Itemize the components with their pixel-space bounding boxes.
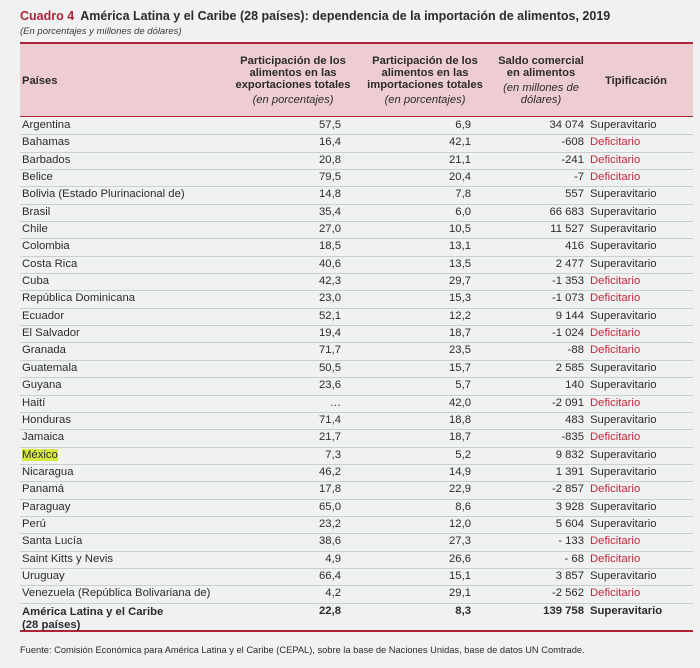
importaciones-cell: 20,4 [449, 171, 471, 184]
country-cell: Brasil [22, 205, 51, 218]
tipificacion-cell: Superavitario [590, 361, 657, 374]
header-paises [22, 44, 222, 117]
country-cell: México [22, 448, 58, 461]
importaciones-cell: 42,1 [449, 136, 471, 149]
header-importaciones-unit: (en porcentajes) [384, 94, 466, 106]
tipificacion-cell: Superavitario [590, 188, 657, 201]
saldo-cell: 483 [565, 413, 584, 426]
saldo-cell: -1 353 [551, 275, 584, 288]
exportaciones-cell: 79,5 [319, 171, 341, 184]
table-row [20, 396, 693, 413]
importaciones-cell: 14,9 [449, 465, 471, 478]
tipificacion-cell: Superavitario [590, 309, 657, 322]
table-row [20, 569, 693, 586]
country-cell: Granada [22, 344, 66, 357]
importaciones-cell: 7,8 [455, 188, 471, 201]
exportaciones-cell: 4,2 [325, 587, 341, 600]
importaciones-cell: 8,6 [455, 500, 471, 513]
importaciones-cell: 5,7 [455, 379, 471, 392]
table-row [20, 309, 693, 326]
importaciones-cell: 15,1 [449, 569, 471, 582]
exportaciones-cell: 71,7 [319, 344, 341, 357]
table-number: Cuadro 4 [20, 9, 75, 23]
country-cell: Bolivia (Estado Plurinacional de) [22, 188, 185, 201]
importaciones-cell: 29,1 [449, 587, 471, 600]
exportaciones-cell: 14,8 [319, 188, 341, 201]
exportaciones-cell: 7,3 [325, 448, 341, 461]
exportaciones-cell: 18,5 [319, 240, 341, 253]
exportaciones-cell: 27,0 [319, 223, 341, 236]
tipificacion-cell: Deficitario [590, 292, 641, 305]
saldo-cell: -1 024 [551, 327, 584, 340]
exportaciones-cell: 42,3 [319, 275, 341, 288]
tipificacion-cell: Superavitario [590, 257, 657, 270]
exportaciones-cell: 50,5 [319, 361, 341, 374]
importaciones-cell: 42,0 [449, 396, 471, 409]
tipificacion-cell: Deficitario [590, 483, 641, 496]
table-row [20, 534, 693, 551]
exportaciones-cell: 38,6 [319, 535, 341, 548]
header-importaciones [360, 44, 490, 117]
country-cell: Santa Lucía [22, 535, 83, 548]
table-row [20, 517, 693, 534]
country-cell: Venezuela (República Bolivariana de) [22, 587, 211, 600]
importaciones-cell: 15,3 [449, 292, 471, 305]
saldo-cell: 3 928 [555, 500, 584, 513]
exportaciones-cell: 52,1 [319, 309, 341, 322]
header-importaciones-label: Participación de los alimentos en las importaciones totales [367, 55, 483, 91]
importaciones-cell: 26,6 [449, 552, 471, 565]
exportaciones-cell: 17,8 [319, 483, 341, 496]
tipificacion-cell: Deficitario [590, 535, 641, 548]
tipificacion-cell: Deficitario [590, 327, 641, 340]
importaciones-cell: 18,7 [449, 431, 471, 444]
saldo-cell: 9 144 [555, 309, 584, 322]
exportaciones-cell: 71,4 [319, 413, 341, 426]
total-exportaciones: 22,8 [319, 605, 341, 617]
saldo-cell: -2 857 [551, 483, 584, 496]
table-title [20, 9, 610, 23]
importaciones-cell: 5,2 [455, 448, 471, 461]
country-cell: Cuba [22, 275, 50, 288]
saldo-cell: -2 091 [551, 396, 584, 409]
country-cell: Honduras [22, 413, 71, 426]
header-saldo-unit: (en millones de dólares) [503, 82, 579, 106]
saldo-cell: - 133 [558, 535, 584, 548]
table-row [20, 361, 693, 378]
tipificacion-cell: Deficitario [590, 344, 641, 357]
country-cell: Ecuador [22, 309, 65, 322]
exportaciones-cell: 21,7 [319, 431, 341, 444]
importaciones-cell: 10,5 [449, 223, 471, 236]
saldo-cell: -88 [567, 344, 584, 357]
country-cell: Guatemala [22, 361, 78, 374]
saldo-cell: 416 [565, 240, 584, 253]
importaciones-cell: 13,1 [449, 240, 471, 253]
tipificacion-cell: Superavitario [590, 205, 657, 218]
country-cell: Saint Kitts y Nevis [22, 552, 114, 565]
country-cell: Bahamas [22, 136, 70, 149]
tipificacion-cell: Deficitario [590, 396, 641, 409]
country-cell: Costa Rica [22, 257, 78, 270]
importaciones-cell: 15,7 [449, 361, 471, 374]
source-note: Fuente: Comisión Económica para América Latina y el Caribe (CEPAL), sobre la base de Naciones Unidas, base de datos UN Comtrade. [20, 645, 585, 655]
saldo-cell: 11 527 [550, 223, 584, 236]
tipificacion-cell: Deficitario [590, 171, 641, 184]
country-cell: Perú [22, 517, 46, 530]
country-cell: Chile [22, 223, 48, 236]
exportaciones-cell: 23,6 [319, 379, 341, 392]
total-importaciones: 8,3 [455, 605, 471, 617]
saldo-cell: -2 562 [551, 587, 584, 600]
importaciones-cell: 29,7 [449, 275, 471, 288]
country-cell: Haití [22, 396, 46, 409]
exportaciones-cell: 23,2 [319, 517, 341, 530]
tipificacion-cell: Superavitario [590, 240, 657, 253]
saldo-cell: 66 683 [549, 205, 584, 218]
exportaciones-cell: 40,6 [319, 257, 341, 270]
exportaciones-cell: 46,2 [319, 465, 341, 478]
header-paises-label: Países [22, 74, 58, 87]
table-row [20, 586, 693, 603]
tipificacion-cell: Superavitario [590, 379, 657, 392]
saldo-cell: 9 832 [555, 448, 584, 461]
country-cell: Barbados [22, 153, 71, 166]
saldo-cell: 5 604 [555, 517, 584, 530]
header-saldo [498, 44, 584, 117]
importaciones-cell: 12,0 [449, 517, 471, 530]
header-exportaciones-unit: (en porcentajes) [252, 94, 334, 106]
exportaciones-cell: 65,0 [319, 500, 341, 513]
table-row [20, 257, 693, 274]
importaciones-cell: 18,7 [449, 327, 471, 340]
table-title-text: América Latina y el Caribe (28 países): dependencia de la importación de alimentos, 2019 [80, 9, 611, 23]
importaciones-cell: 18,8 [449, 413, 471, 426]
tipificacion-cell: Deficitario [590, 552, 641, 565]
exportaciones-cell: 23,0 [319, 292, 341, 305]
exportaciones-cell: 4,9 [325, 552, 341, 565]
tipificacion-cell: Superavitario [590, 569, 657, 582]
country-cell: Jamaica [22, 431, 65, 444]
tipificacion-cell: Superavitario [590, 517, 657, 530]
table-body [20, 118, 693, 604]
saldo-cell: -835 [561, 431, 584, 444]
importaciones-cell: 21,1 [449, 153, 471, 166]
exportaciones-cell: 35,4 [319, 205, 341, 218]
header-tipificacion [586, 44, 686, 117]
saldo-cell: - 68 [564, 552, 584, 565]
country-cell: Guyana [22, 379, 62, 392]
country-cell: Colombia [22, 240, 70, 253]
tipificacion-cell: Deficitario [590, 136, 641, 149]
saldo-cell: 34 074 [549, 119, 584, 131]
total-label [22, 606, 163, 632]
country-cell: Argentina [22, 119, 71, 131]
saldo-cell: 557 [565, 188, 584, 201]
saldo-cell: -7 [573, 171, 584, 184]
exportaciones-cell: 19,4 [319, 327, 341, 340]
table-row [20, 170, 693, 187]
exportaciones-cell: 66,4 [319, 569, 341, 582]
total-label-line2: (28 países) [22, 619, 81, 631]
exportaciones-cell: … [329, 396, 341, 409]
tipificacion-cell: Superavitario [590, 413, 657, 426]
header-exportaciones-label: Participación de los alimentos en las exportaciones totales [235, 55, 351, 91]
header-exportaciones [228, 44, 358, 117]
table-row [20, 291, 693, 308]
table-row [20, 222, 693, 239]
table-row [20, 118, 693, 135]
table-row [20, 205, 693, 222]
importaciones-cell: 13,5 [449, 257, 471, 270]
tipificacion-cell: Deficitario [590, 275, 641, 288]
country-cell: Belice [22, 171, 53, 184]
saldo-cell: -241 [561, 153, 584, 166]
table-row [20, 239, 693, 256]
country-cell: Panamá [22, 483, 65, 496]
table-row [20, 413, 693, 430]
importaciones-cell: 23,5 [449, 344, 471, 357]
table-row [20, 343, 693, 360]
table-row [20, 500, 693, 517]
table-row [20, 274, 693, 291]
table-row [20, 430, 693, 447]
exportaciones-cell: 16,4 [319, 136, 341, 149]
total-row [20, 604, 693, 632]
table-row [20, 326, 693, 343]
total-label-line1: América Latina y el Caribe [22, 606, 164, 618]
importaciones-cell: 6,0 [455, 205, 471, 218]
saldo-cell: -608 [561, 136, 584, 149]
country-cell: Nicaragua [22, 465, 74, 478]
saldo-cell: -1 073 [551, 292, 584, 305]
saldo-cell: 2 585 [555, 361, 584, 374]
header-saldo-label: Saldo comercial en alimentos [498, 55, 584, 79]
table-row [20, 135, 693, 152]
header-tipificacion-label: Tipificación [605, 74, 667, 87]
importaciones-cell: 22,9 [449, 483, 471, 496]
saldo-cell: 140 [565, 379, 584, 392]
tipificacion-cell: Superavitario [590, 448, 657, 461]
country-cell: Uruguay [22, 569, 65, 582]
country-cell: República Dominicana [22, 292, 136, 305]
table-row [20, 482, 693, 499]
table-row [20, 378, 693, 395]
tipificacion-cell: Superavitario [590, 119, 657, 131]
table-row [20, 153, 693, 170]
country-cell: El Salvador [22, 327, 80, 340]
tipificacion-cell: Deficitario [590, 587, 641, 600]
table-row [20, 448, 693, 465]
saldo-cell: 3 857 [555, 569, 584, 582]
exportaciones-cell: 20,8 [319, 153, 341, 166]
table-header [20, 42, 693, 117]
tipificacion-cell: Superavitario [590, 223, 657, 236]
importaciones-cell: 27,3 [449, 535, 471, 548]
saldo-cell: 1 391 [555, 465, 584, 478]
table-subtitle: (En porcentajes y millones de dólares) [20, 26, 182, 37]
country-cell: Paraguay [22, 500, 71, 513]
importaciones-cell: 12,2 [449, 309, 471, 322]
table-row [20, 552, 693, 569]
table-row [20, 187, 693, 204]
tipificacion-cell: Deficitario [590, 431, 641, 444]
importaciones-cell: 6,9 [455, 119, 471, 131]
table-row [20, 465, 693, 482]
tipificacion-cell: Deficitario [590, 153, 641, 166]
tipificacion-cell: Superavitario [590, 500, 657, 513]
total-saldo: 139 758 [543, 605, 584, 617]
saldo-cell: 2 477 [555, 257, 584, 270]
exportaciones-cell: 57,5 [319, 119, 341, 131]
total-tipificacion: Superavitario [590, 605, 663, 617]
tipificacion-cell: Superavitario [590, 465, 657, 478]
